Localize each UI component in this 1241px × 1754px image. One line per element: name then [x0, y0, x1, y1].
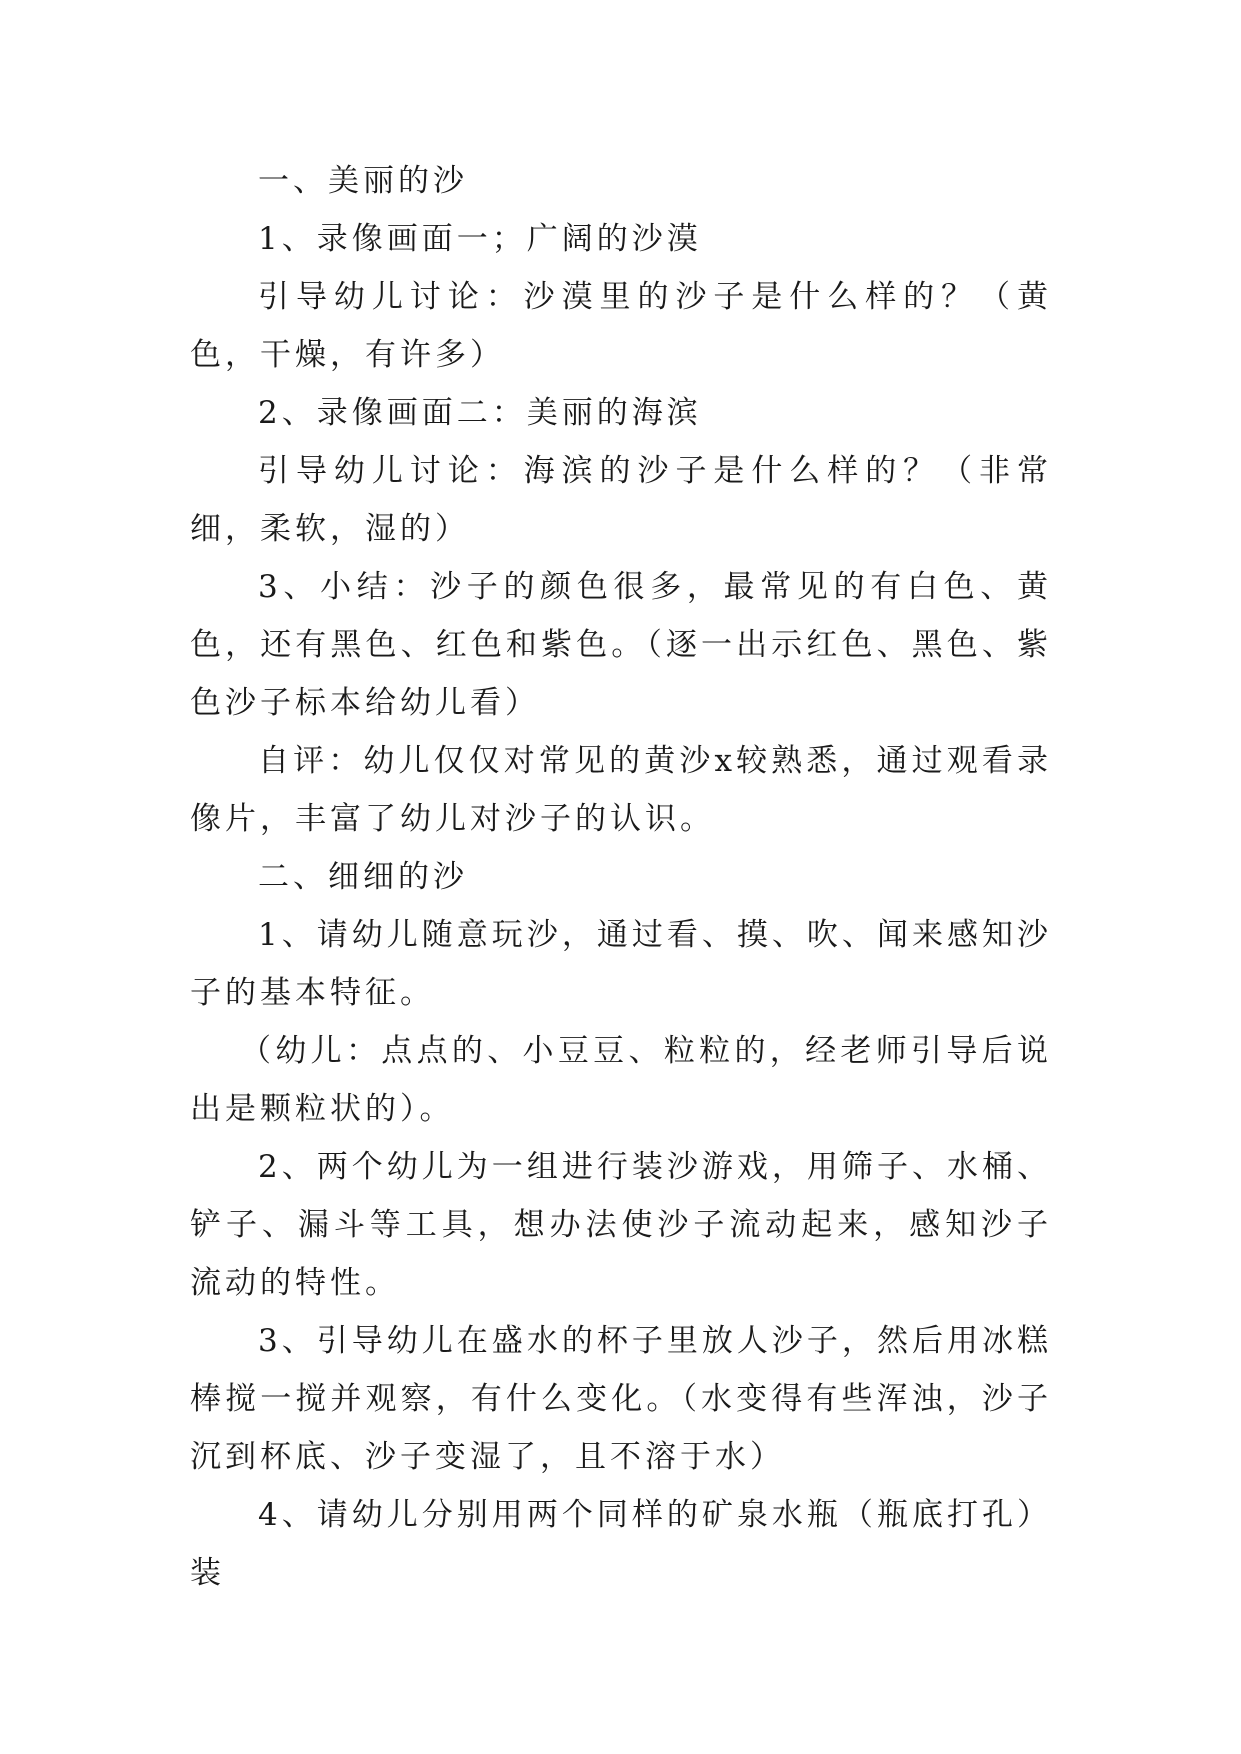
paragraph: 自评：幼儿仅仅对常见的黄沙x较熟悉，通过观看录像片，丰富了幼儿对沙子的认识。: [190, 743, 1052, 837]
document-body: [190, 152, 1052, 1602]
section-heading-beautiful-sand: 一、美丽的沙: [258, 163, 468, 199]
paragraph: （幼儿：点点的、小豆豆、粒粒的，经老师引导后说出是颗粒状的）。: [190, 1033, 1052, 1127]
paragraph: 3、引导幼儿在盛水的杯子里放人沙子，然后用冰糕棒搅一搅并观察，有什么变化。（水变得有些浑浊，沙子沉到杯底、沙子变湿了，且不溶于水）: [190, 1323, 1052, 1475]
paragraph: 1、请幼儿随意玩沙，通过看、摸、吹、闻来感知沙子的基本特征。: [190, 917, 1052, 1011]
paragraph: 3、小结：沙子的颜色很多，最常见的有白色、黄色，还有黑色、红色和紫色。（逐一出示红色、黑色、紫色沙子标本给幼儿看）: [190, 569, 1052, 721]
paragraph: 2、录像画面二：美丽的海滨: [258, 395, 702, 431]
paragraph: 引导幼儿讨论：海滨的沙子是什么样的？（非常细，柔软，湿的）: [190, 453, 1052, 547]
paragraph: 4、请幼儿分别用两个同样的矿泉水瓶（瓶底打孔）装: [190, 1497, 1052, 1591]
paragraph: 1、录像画面一；广阔的沙漠: [258, 221, 702, 257]
section-heading-fine-sand: 二、细细的沙: [258, 859, 468, 895]
paragraph: 2、两个幼儿为一组进行装沙游戏，用筛子、水桶、铲子、漏斗等工具，想办法使沙子流动起来，感知沙子流动的特性。: [190, 1149, 1052, 1301]
paragraph: 引导幼儿讨论：沙漠里的沙子是什么样的？（黄色，干燥，有许多）: [190, 279, 1052, 373]
